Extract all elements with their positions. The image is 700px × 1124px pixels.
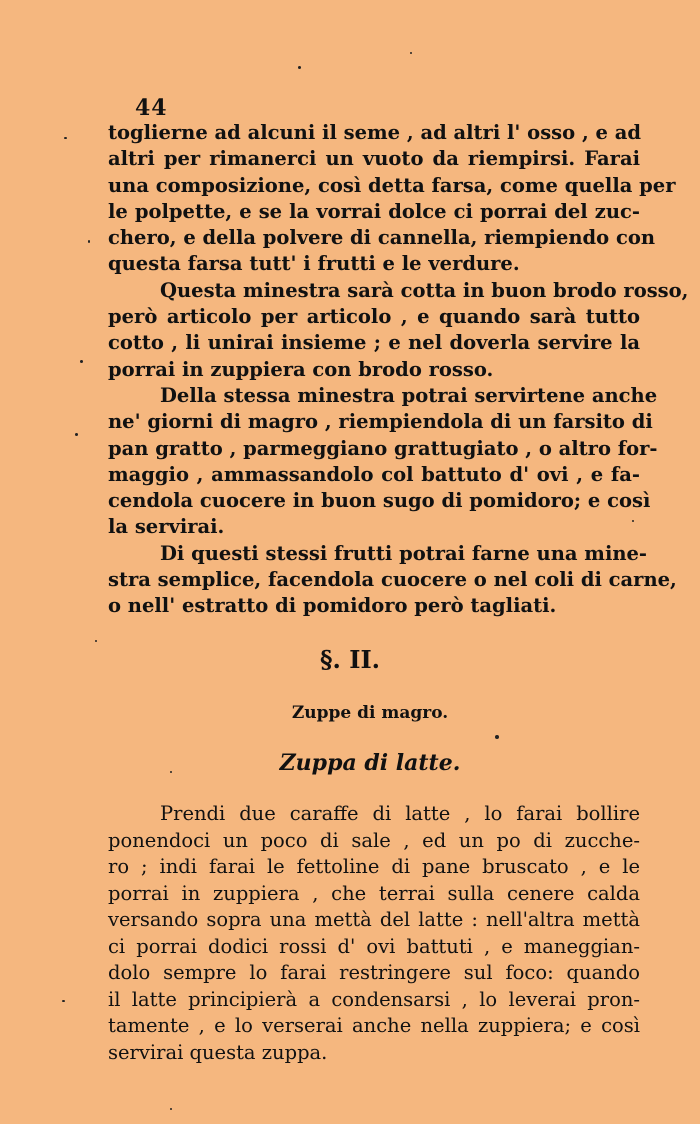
text-line: altri per rimanerci un vuoto da riempirsi. Farai — [108, 147, 640, 171]
text-line: Della stessa minestra potrai servirtene anche — [160, 383, 658, 407]
print-speck — [632, 520, 634, 522]
text-line: una composizione, così detta farsa, come quella per — [108, 173, 676, 197]
recipe-text-block — [108, 801, 640, 1066]
text-line: maggio , ammassandolo col battuto d' ovi , e fa- — [108, 462, 640, 486]
text-line: dolo sempre lo farai restringere sul foco: quando — [108, 961, 640, 984]
print-speck — [170, 771, 172, 773]
text-line: ponendoci un poco di sale , ed un po di zucche- — [108, 828, 640, 852]
print-speck — [170, 1108, 172, 1110]
section-subtitle: Zuppe di magro. — [291, 703, 449, 723]
print-speck — [64, 137, 67, 139]
text-line: ne' giorni di magro , riempiendola di un farsito di — [108, 410, 653, 434]
print-speck — [298, 66, 301, 69]
text-line: toglierne ad alcuni il seme , ad altri l' osso , e ad — [108, 121, 641, 144]
text-line: porrai in zuppiera con brodo rosso. — [108, 357, 494, 381]
text-line: Di questi stessi frutti potrai farne una mine- — [160, 541, 648, 565]
text-line: la servirai. — [108, 515, 225, 539]
text-line: però articolo per articolo , e quando sarà tutto — [108, 305, 640, 329]
text-line: il latte principierà a condensarsi , lo leverai pron- — [108, 987, 640, 1011]
text-line: ci porrai dodici rossi d' ovi battuti , e maneggian- — [108, 934, 640, 958]
text-line: chero, e della polvere di cannella, riempiendo con — [108, 226, 656, 250]
print-speck — [80, 360, 83, 363]
print-speck — [62, 1000, 65, 1002]
recipe-title: Zuppa di latte. — [279, 750, 461, 776]
page-number: 44 — [135, 95, 168, 121]
section-heading: §. II. — [319, 645, 381, 674]
print-speck — [410, 52, 412, 54]
text-line: pan gratto , parmeggiano grattugiato , o altro for- — [108, 436, 658, 460]
text-line: questa farsa tutt' i frutti e le verdure. — [108, 252, 520, 276]
text-line: stra semplice, facendola cuocere o nel coli di carne, — [108, 568, 677, 592]
text-line: servirai questa zuppa. — [108, 1040, 328, 1064]
print-speck — [88, 240, 90, 243]
text-line: Questa minestra sarà cotta in buon brodo rosso, — [160, 278, 689, 302]
text-line: versando sopra una mettà del latte : nell'altra mettà — [108, 908, 640, 931]
top-text-block — [108, 120, 689, 620]
text-line: cendola cuocere in buon sugo di pomidoro; e così — [108, 489, 651, 513]
text-line: porrai in zuppiera , che terrai sulla cenere calda — [108, 881, 640, 905]
text-line: ro ; indi farai le fettoline di pane bruscato , e le — [108, 855, 640, 878]
print-speck — [75, 433, 78, 436]
text-line: tamente , e lo verserai anche nella zuppiera; e così — [108, 1014, 640, 1037]
print-speck — [95, 640, 97, 642]
print-speck — [495, 735, 499, 739]
text-line: o nell' estratto di pomidoro però tagliati. — [108, 594, 557, 618]
text-line: cotto , li unirai insieme ; e nel doverla servire la — [108, 331, 640, 355]
text-line: le polpette, e se la vorrai dolce ci porrai del zuc- — [108, 199, 640, 223]
text-line: Prendi due caraffe di latte , lo farai bollire — [160, 802, 640, 825]
